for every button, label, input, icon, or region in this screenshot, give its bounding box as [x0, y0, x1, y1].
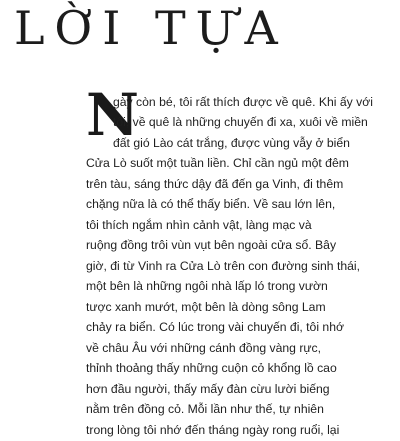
text-line: thỉnh thoảng thấy những cuộn cỏ khổng lồ cao [86, 361, 337, 375]
text-line: ruộng đồng trôi vùn vụt bên ngoài cửa sổ. Bây [86, 238, 337, 252]
text-line: tược xanh mướt, một bên là dòng sông Lam [86, 300, 326, 314]
text-line: chặng nữa là có thể thấy biển. Về sau lớn lên, [86, 197, 336, 211]
text-line: Cửa Lò suốt một tuần liền. Chỉ cần ngủ một đêm [86, 156, 349, 170]
text-line: trên tàu, sáng thức dậy đã đến ga Vinh, đi thêm [86, 177, 344, 191]
text-line: về châu Âu với những cánh đồng vàng rực, [86, 341, 322, 355]
page-title: LỜI TỰA [14, 1, 288, 55]
text-line: tôi, về quê là những chuyến đi xa, xuôi về miền [113, 115, 368, 129]
text-line: trong lòng tôi nhớ đến tháng ngày rong ruổi, lại [86, 423, 340, 437]
text-line: đất gió Lào cát trắng, được vùng vẫy ở biển [113, 136, 350, 150]
text-line: nằm trên đồng cỏ. Mỗi lần như thế, tự nhiên [86, 402, 324, 416]
text-line: hơn đầu người, thấy mấy đàn cừu lười biếng [86, 382, 330, 396]
text-line: gày còn bé, tôi rất thích được về quê. Khi ấy với [113, 95, 373, 109]
text-line: chảy ra biển. Có lúc trong vài chuyến đi, tôi nhớ [86, 320, 344, 334]
text-line: tôi thích ngắm nhìn cảnh vật, làng mạc và [86, 218, 312, 232]
text-line: giờ, đi từ Vinh ra Cửa Lò trên con đường sinh thái, [86, 259, 360, 273]
text-line: một bên là những ngôi nhà lấp ló trong vườn [86, 279, 328, 293]
drop-cap: N [86, 81, 140, 149]
